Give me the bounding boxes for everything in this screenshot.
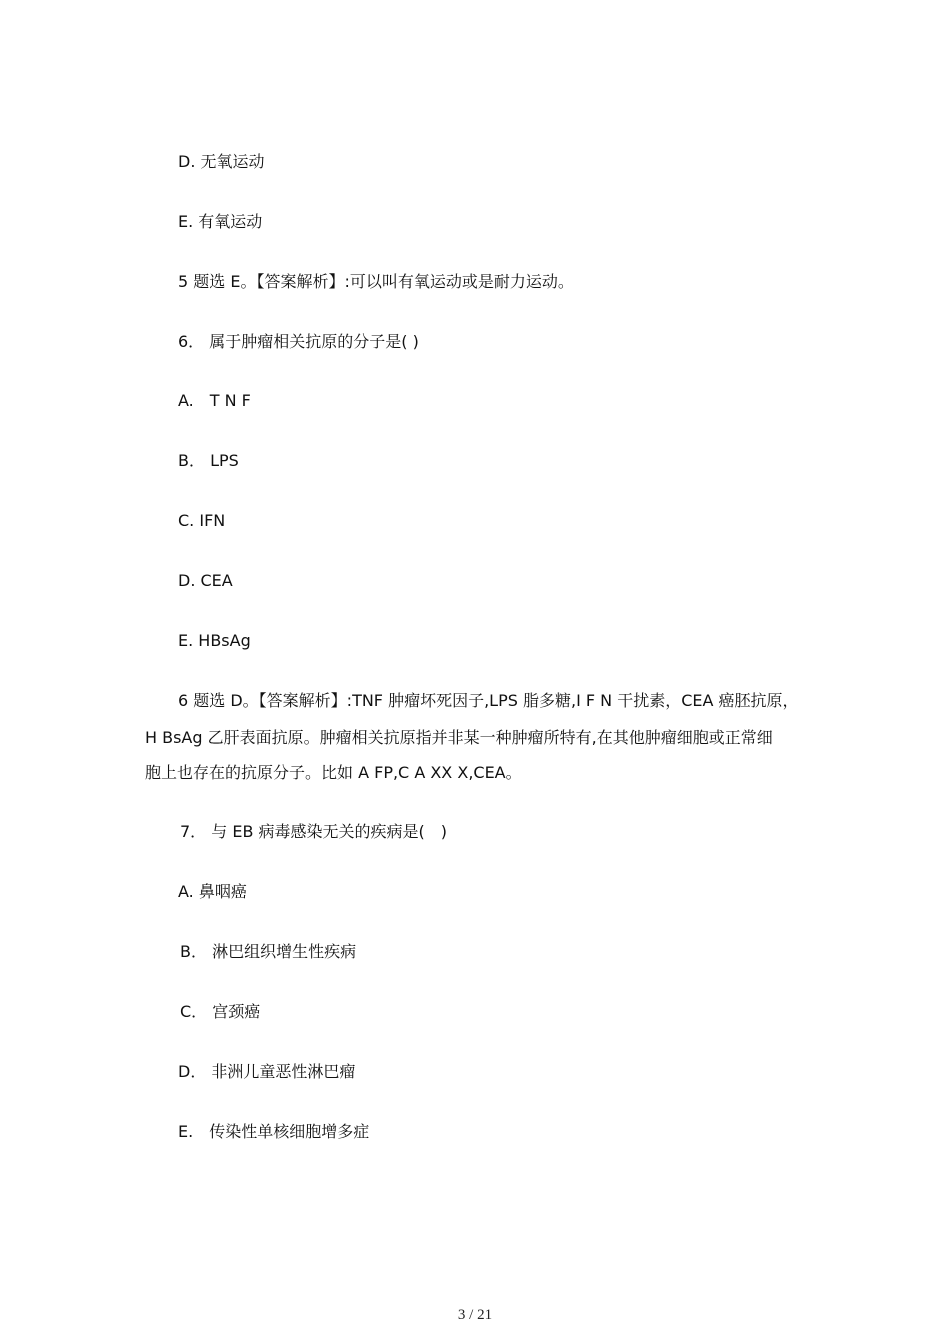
- option-7e: E. 传染性单核细胞增多症: [178, 1122, 370, 1141]
- option-6e: E. HBsAg: [178, 631, 251, 650]
- option-e-aerobic: E. 有氧运动: [178, 212, 263, 231]
- answer-6-explanation-line3: 胞上也存在的抗原分子。比如 A FP,C A XX X,CEA。: [145, 763, 522, 782]
- page-number: 3 / 21: [457, 1307, 493, 1323]
- option-7c: C． 宫颈癌: [180, 1002, 261, 1021]
- question-6: 6． 属于肿瘤相关抗原的分子是( ): [178, 332, 419, 351]
- option-6a: A. T N F: [178, 391, 251, 410]
- option-6b: B． LPS: [178, 451, 239, 470]
- option-6d: D. CEA: [178, 571, 233, 590]
- answer-6-explanation-line1: 6 题选 D。【答案解析】:TNF 肿瘤坏死因子,LPS 脂多糖,I F N 干扰素，CEA 癌胚抗原，: [178, 691, 799, 710]
- question-7: 7． 与 EB 病毒感染无关的疾病是( ): [180, 822, 448, 841]
- answer-6-explanation-line2: H BsAg 乙肝表面抗原。肿瘤相关抗原指并非某一种肿瘤所特有,在其他肿瘤细胞或正常细: [145, 728, 773, 747]
- option-d-anaerobic: D. 无氧运动: [178, 152, 265, 171]
- option-6c: C. IFN: [178, 511, 226, 530]
- option-7d: D． 非洲儿童恶性淋巴瘤: [178, 1062, 356, 1081]
- option-7a: A. 鼻咽癌: [178, 882, 247, 901]
- option-7b: B． 淋巴组织增生性疾病: [180, 942, 357, 961]
- answer-5-explanation: 5 题选 E。【答案解析】:可以叫有氧运动或是耐力运动。: [178, 272, 574, 291]
